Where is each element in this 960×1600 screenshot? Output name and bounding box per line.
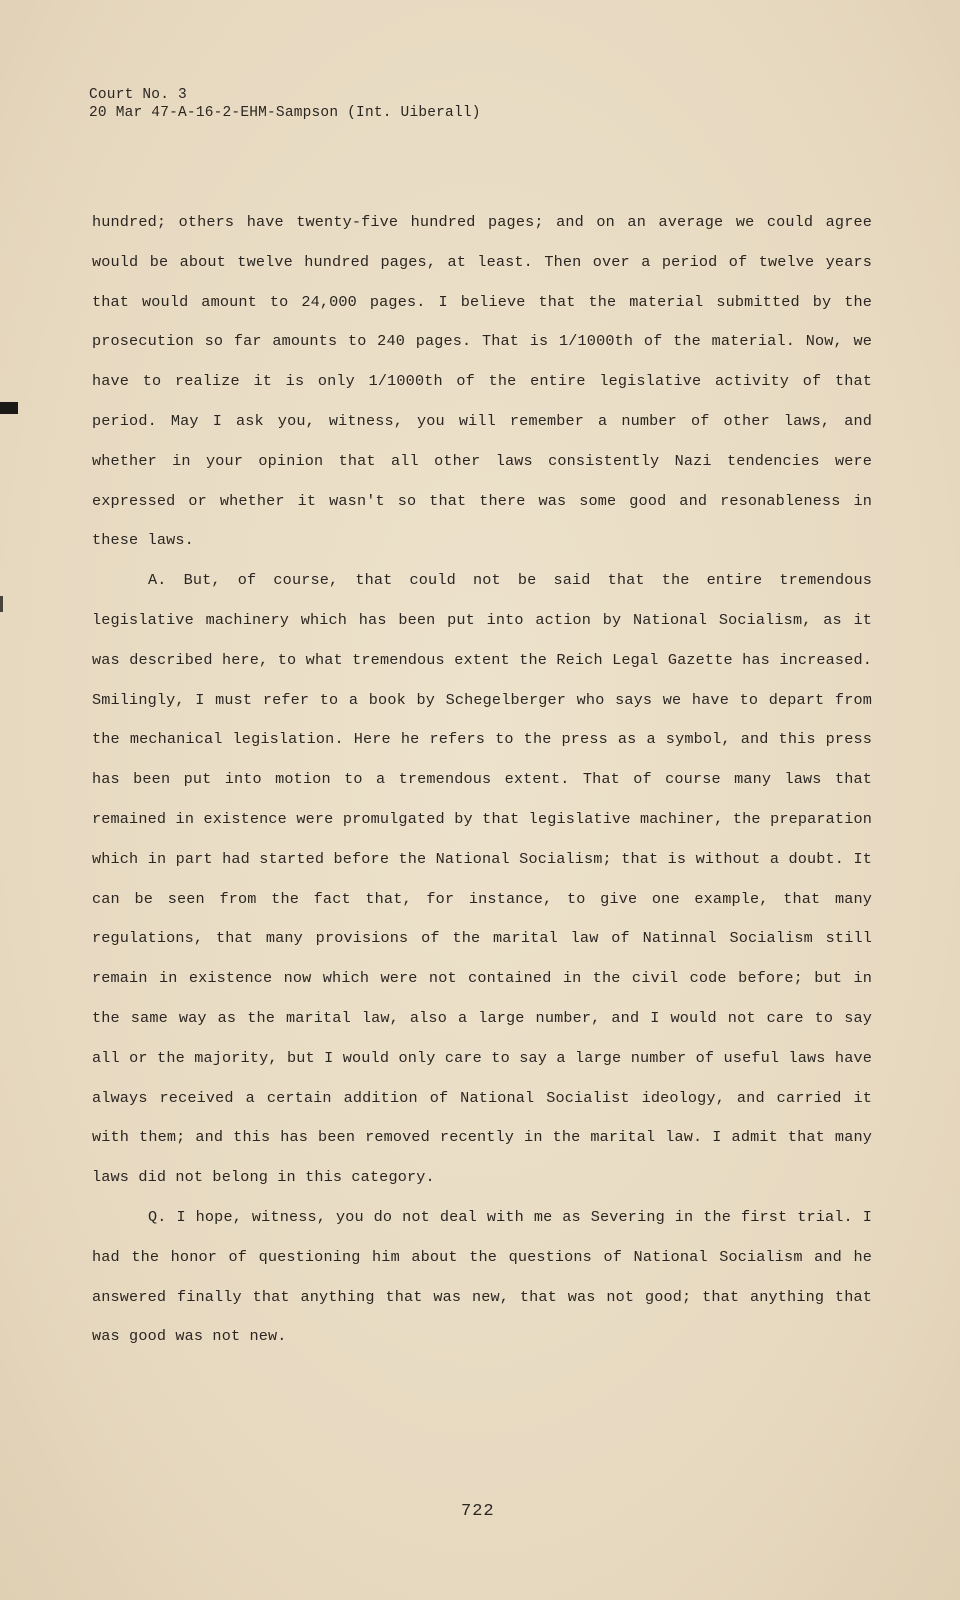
transcript-paragraph: A. But, of course, that could not be said that the entire tremendous legislative machinery which has been put into action by National Socialism, as it was described here, to what tremendous extent the Reich Legal Gazette has increased. Smilingly, I must refer to a book by Schegelberger who says we have to depart from the mechanical legislation. Here he refers to the press as a symbol, and this press has been put into motion to a tremendous extent. That of course many laws that remained in existence were promulgated by that legislative machiner, the preparation which in part had started before the National Socialism; that is without a doubt. It can be seen from the fact that, for instance, to give one example, that many regulations, that many provisions of the marital law of Natinnal Socialism still remain in existence now which were not contained in the civil code before; but in the same way as the marital law, also a large number, and I would not care to say all or the majority, but I would only care to say a large number of useful laws have always received a certain addition of National Socialist ideology, and carried it with them; and this has been removed recently in the marital law. I admit that many laws did not belong in this category.	[92, 571, 872, 1187]
page-number: 722	[461, 1502, 495, 1521]
margin-mark	[0, 402, 18, 414]
document-header	[89, 86, 481, 122]
margin-mark	[0, 596, 3, 612]
transcript-paragraph: hundred; others have twenty-five hundred pages; and on an average we could agree would be about twelve hundred pages, at least. Then over a period of twelve years that would amount to 24,000 pages. I believe that the material submitted by the prosecution so far amounts to 240 pages. That is 1/1000th of the material. Now, we have to realize it is only 1/1000th of the entire legislative activity of that period. May I ask you, witness, you will remember a number of other laws, and whether in your opinion that all other laws consistently Nazi tendencies were expressed or whether it wasn't so that there was some good and resonableness in these laws.	[92, 213, 872, 550]
court-number: Court No. 3	[89, 87, 187, 103]
transcript-paragraph: Q. I hope, witness, you do not deal with me as Severing in the first trial. I had the honor of questioning him about the questions of National Socialism and he answered finally that anything that was new, that was not good; that anything that was good was not new.	[92, 1207, 872, 1346]
transcript-body	[92, 203, 872, 1357]
session-reference: 20 Mar 47-A-16-2-EHM-Sampson (Int. Uiberall)	[89, 105, 481, 121]
